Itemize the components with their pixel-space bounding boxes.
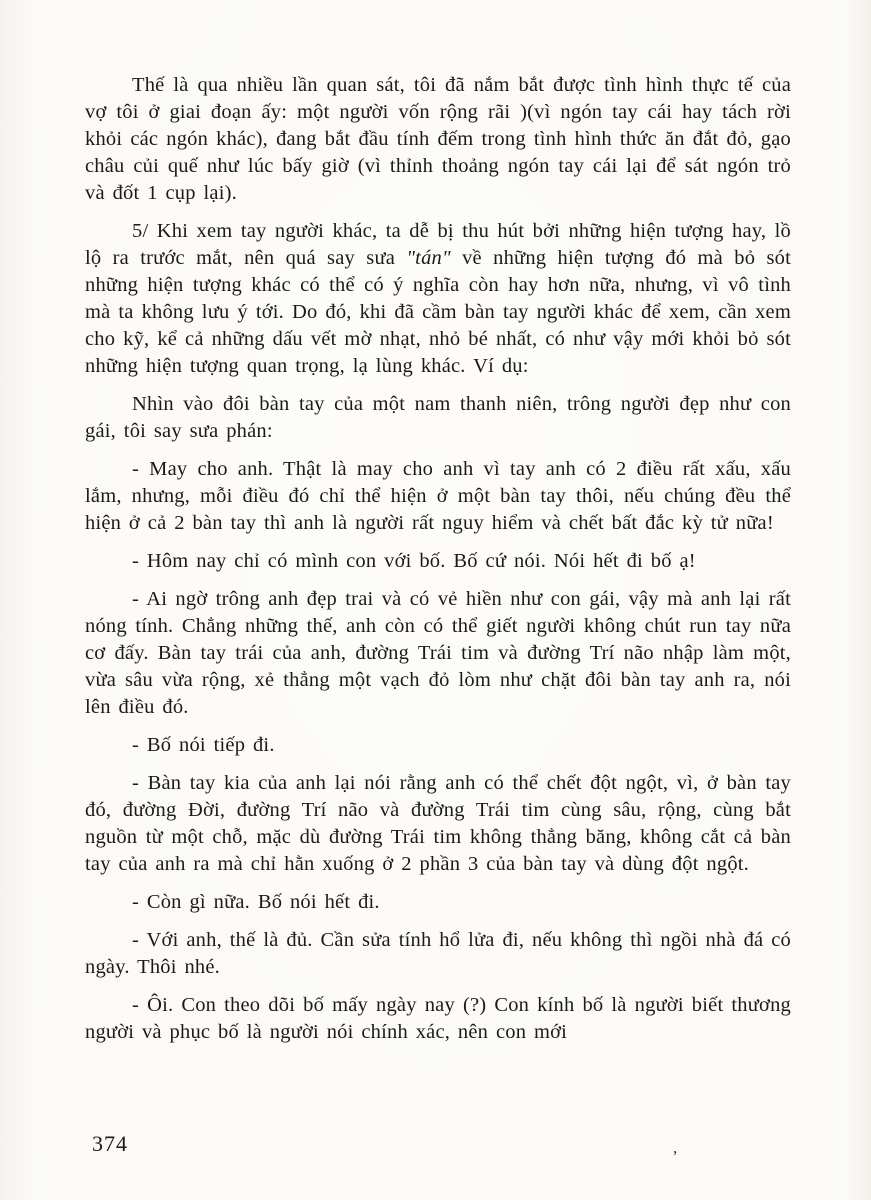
paragraph-text: - Ôi. Con theo dõi bố mấy ngày nay (?) Con kính bố là người biết thương người và phục bố là người nói chính xác, nên con mới bbox=[85, 994, 791, 1043]
page-number: 374 bbox=[92, 1131, 128, 1156]
paragraph bbox=[85, 586, 791, 721]
page-text-block bbox=[85, 72, 791, 1057]
paragraph-text: - Với anh, thế là đủ. Cần sửa tính hổ lửa đi, nếu không thì ngồi nhà đá có ngày. Thôi nhé. bbox=[85, 929, 791, 978]
paragraph-text: - Hôm nay chỉ có mình con với bố. Bố cứ nói. Nói hết đi bố ạ! bbox=[132, 550, 696, 572]
paragraph-text: - Ai ngờ trông anh đẹp trai và có vẻ hiền như con gái, vậy mà anh lại rất nóng tính. Chẳng những thế, anh còn có thể giết người không chút run tay nữa cơ đấy. Bàn tay trái của anh, đường Trái tim và đường Trí não nhập làm một, vừa sâu vừa rộng, xẻ thẳng một vạch đỏ lòm như chặt đôi bàn tay anh ra, nói lên điều đó. bbox=[85, 588, 791, 718]
paragraph bbox=[85, 732, 791, 759]
emphasized-word: "tán" bbox=[406, 247, 451, 269]
paragraph bbox=[85, 770, 791, 878]
paragraph-text: về những hiện tượng đó mà bỏ sót những hiện tượng khác có thể có ý nghĩa còn hay hơn nữa, nhưng, vì vô tình mà ta không lưu ý tới. Do đó, khi đã cầm bàn tay người khác để xem, cần xem cho kỹ, kể cả những dấu vết mờ nhạt, nhỏ bé nhất, có như vậy mới khỏi bỏ sót những hiện tượng quan trọng, lạ lùng khác. Ví dụ: bbox=[85, 247, 791, 377]
paragraph bbox=[85, 889, 791, 916]
paragraph-text: - Bố nói tiếp đi. bbox=[132, 734, 275, 756]
paragraph-text: 5/ Khi xem tay người khác, ta dễ bị thu hút bởi những hiện tượng hay, lồ lộ ra trước mắt, nên quá say sưa bbox=[85, 220, 791, 269]
paragraph-text: - Bàn tay kia của anh lại nói rằng anh có thể chết đột ngột, vì, ở bàn tay đó, đường Đời, đường Trí não và đường Trái tim cùng sâu, rộng, cùng bắt nguồn từ một chỗ, mặc dù đường Trái tim không thẳng băng, không cắt cả bàn tay của anh ra mà chỉ hằn xuống ở 2 phần 3 của bàn tay và dùng đột ngột. bbox=[85, 772, 791, 875]
paragraph bbox=[85, 391, 791, 445]
scan-artifact-mark: , bbox=[673, 1138, 678, 1157]
paragraph bbox=[85, 456, 791, 537]
paragraph bbox=[85, 548, 791, 575]
paragraph bbox=[85, 927, 791, 981]
paragraph-text: - May cho anh. Thật là may cho anh vì tay anh có 2 điều rất xấu, xấu lắm, nhưng, mỗi điều đó chỉ thể hiện ở một bàn tay thôi, nếu chúng đều thể hiện ở cả 2 bàn tay thì anh là người rất nguy hiểm và chết bất đắc kỳ tử nữa! bbox=[85, 458, 791, 534]
paragraph-text: - Còn gì nữa. Bố nói hết đi. bbox=[132, 891, 380, 913]
paragraph bbox=[85, 218, 791, 380]
paragraph bbox=[85, 992, 791, 1046]
paragraph bbox=[85, 72, 791, 207]
paragraph-text: Thế là qua nhiều lần quan sát, tôi đã nắm bắt được tình hình thực tế của vợ tôi ở giai đoạn ấy: một người vốn rộng rãi )(vì ngón tay cái hay tách rời khỏi các ngón khác), đang bắt đầu tính đếm trong tình hình thức ăn đắt đỏ, gạo châu củi quế như lúc bấy giờ (vì thỉnh thoảng ngón tay cái lại để sát ngón trỏ và đốt 1 cụp lại). bbox=[85, 74, 791, 204]
paragraph-text: Nhìn vào đôi bàn tay của một nam thanh niên, trông người đẹp như con gái, tôi say sưa phán: bbox=[85, 393, 791, 442]
